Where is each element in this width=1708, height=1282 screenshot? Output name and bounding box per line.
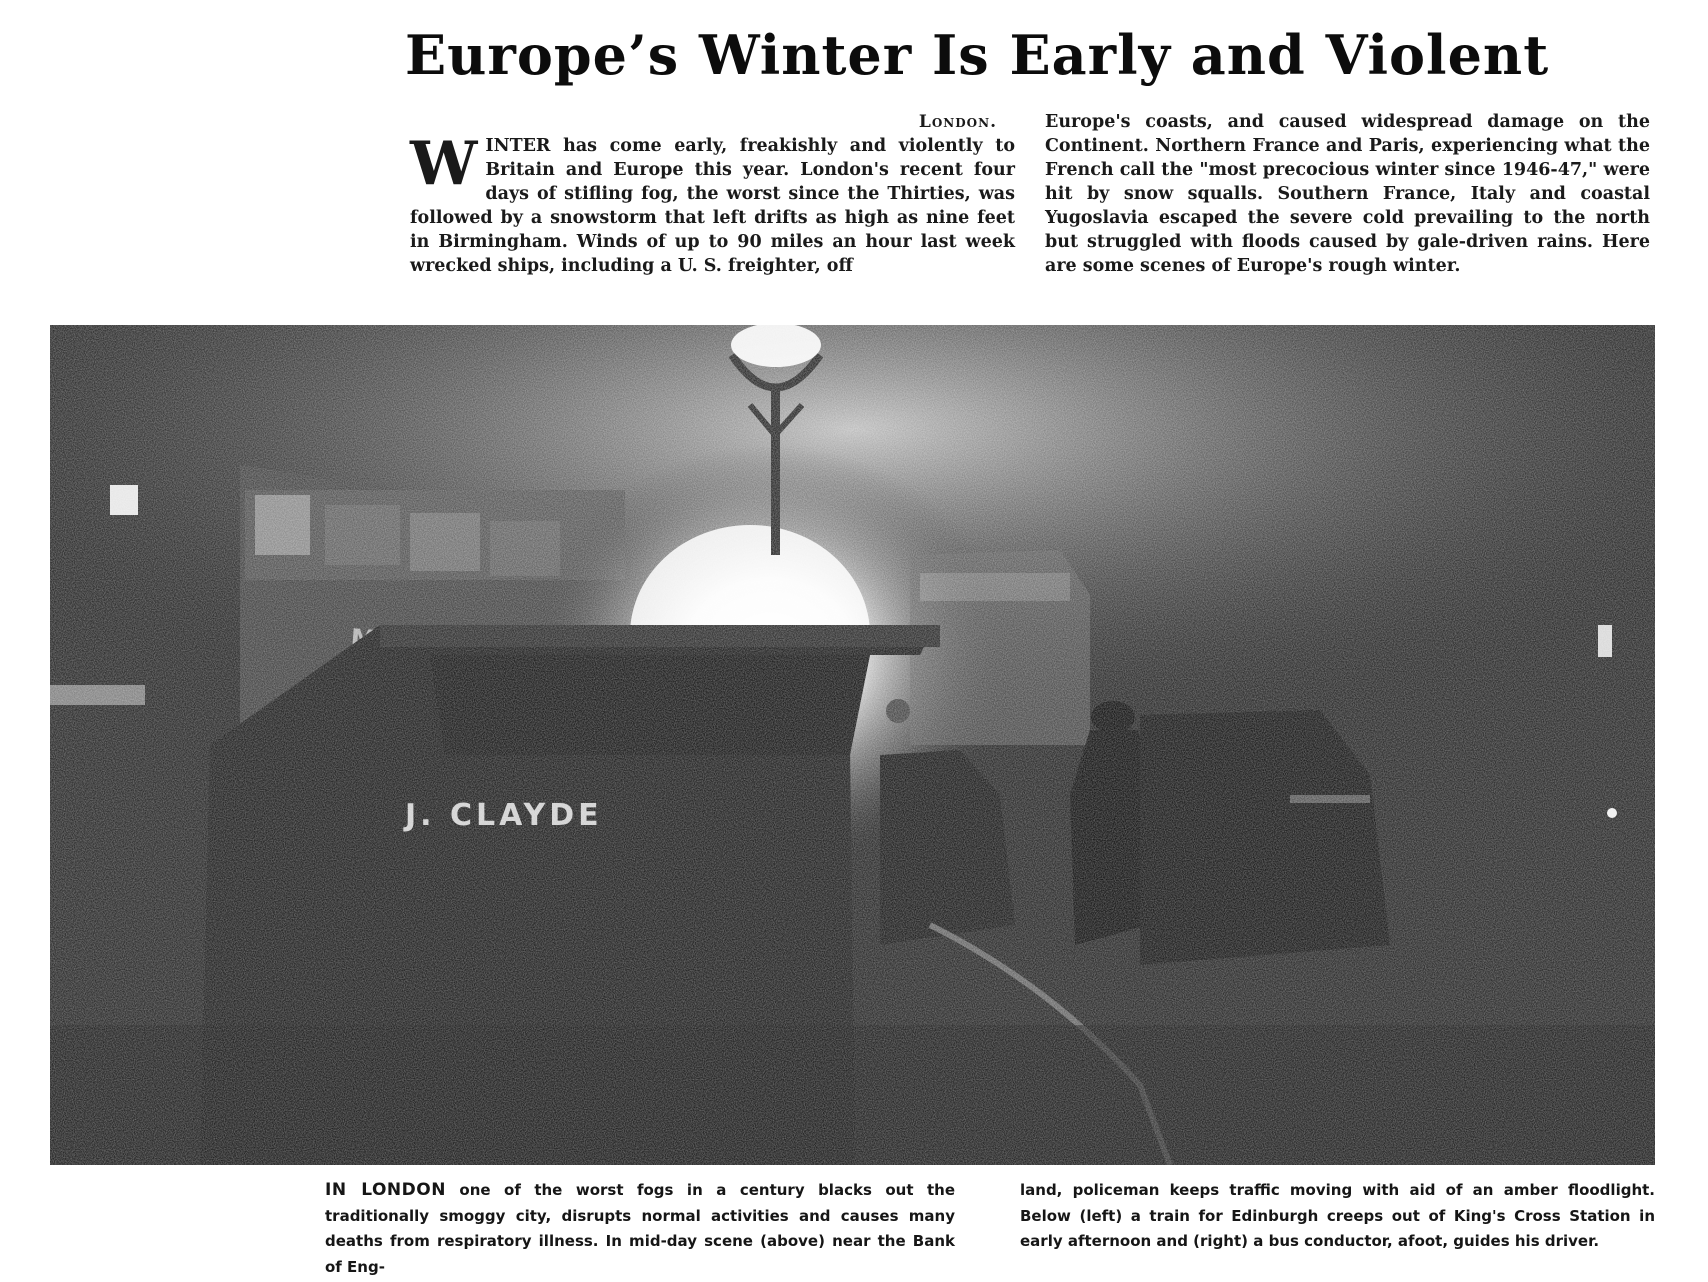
caption-lead: IN LONDON — [325, 1180, 446, 1200]
article-headline: Europe’s Winter Is Early and Violent — [405, 23, 1550, 87]
caption-text-1 — [325, 1178, 955, 1280]
dateline: London. — [918, 112, 997, 132]
caption-column-left — [325, 1178, 955, 1280]
intro-column-left — [410, 110, 1015, 278]
intro-paragraph-1 — [410, 129, 1015, 278]
caption-body-1: one of the worst fogs in a century blacks out the traditionally smoggy city, disrupts normal activities and causes many deaths from respiratory illness. In mid-day scene (above) near the Bank of Eng- — [325, 1181, 955, 1276]
photo-illustration — [50, 325, 1655, 1165]
caption-text-2: land, policeman keeps traffic moving with aid of an amber floodlight. Below (left) a train for Edinburgh creeps out of King's Cross Station in early afternoon and (right) a bus conductor, afoot, guides his driver. — [1020, 1181, 1655, 1250]
drop-cap: W — [410, 129, 478, 199]
intro-text-2: Europe's coasts, and caused widespread damage on the Continent. Northern France and Paris, experiencing what the French call the "most precocious winter since 1946-47," were hit by snow squalls. Southern France, Italy and coastal Yugoslavia escaped the severe cold prevailing to the north but struggled with floods caused by gale-driven rains. Here are some scenes of Europe's rough winter. — [1045, 112, 1650, 276]
intro-text-1: INTER has come early, freakishly and violently to Britain and Europe this year. London's recent four days of stifling fog, the worst since the Thirties, was followed by a snowstorm that left drifts as high as nine feet in Birmingham. Winds of up to 90 miles an hour last week wrecked ships, including a U. S. freighter, off — [410, 136, 1015, 276]
caption-column-right — [1020, 1178, 1655, 1255]
fog-photograph — [50, 325, 1655, 1165]
intro-column-right — [1045, 110, 1650, 278]
halftone-grain — [50, 325, 1655, 1165]
